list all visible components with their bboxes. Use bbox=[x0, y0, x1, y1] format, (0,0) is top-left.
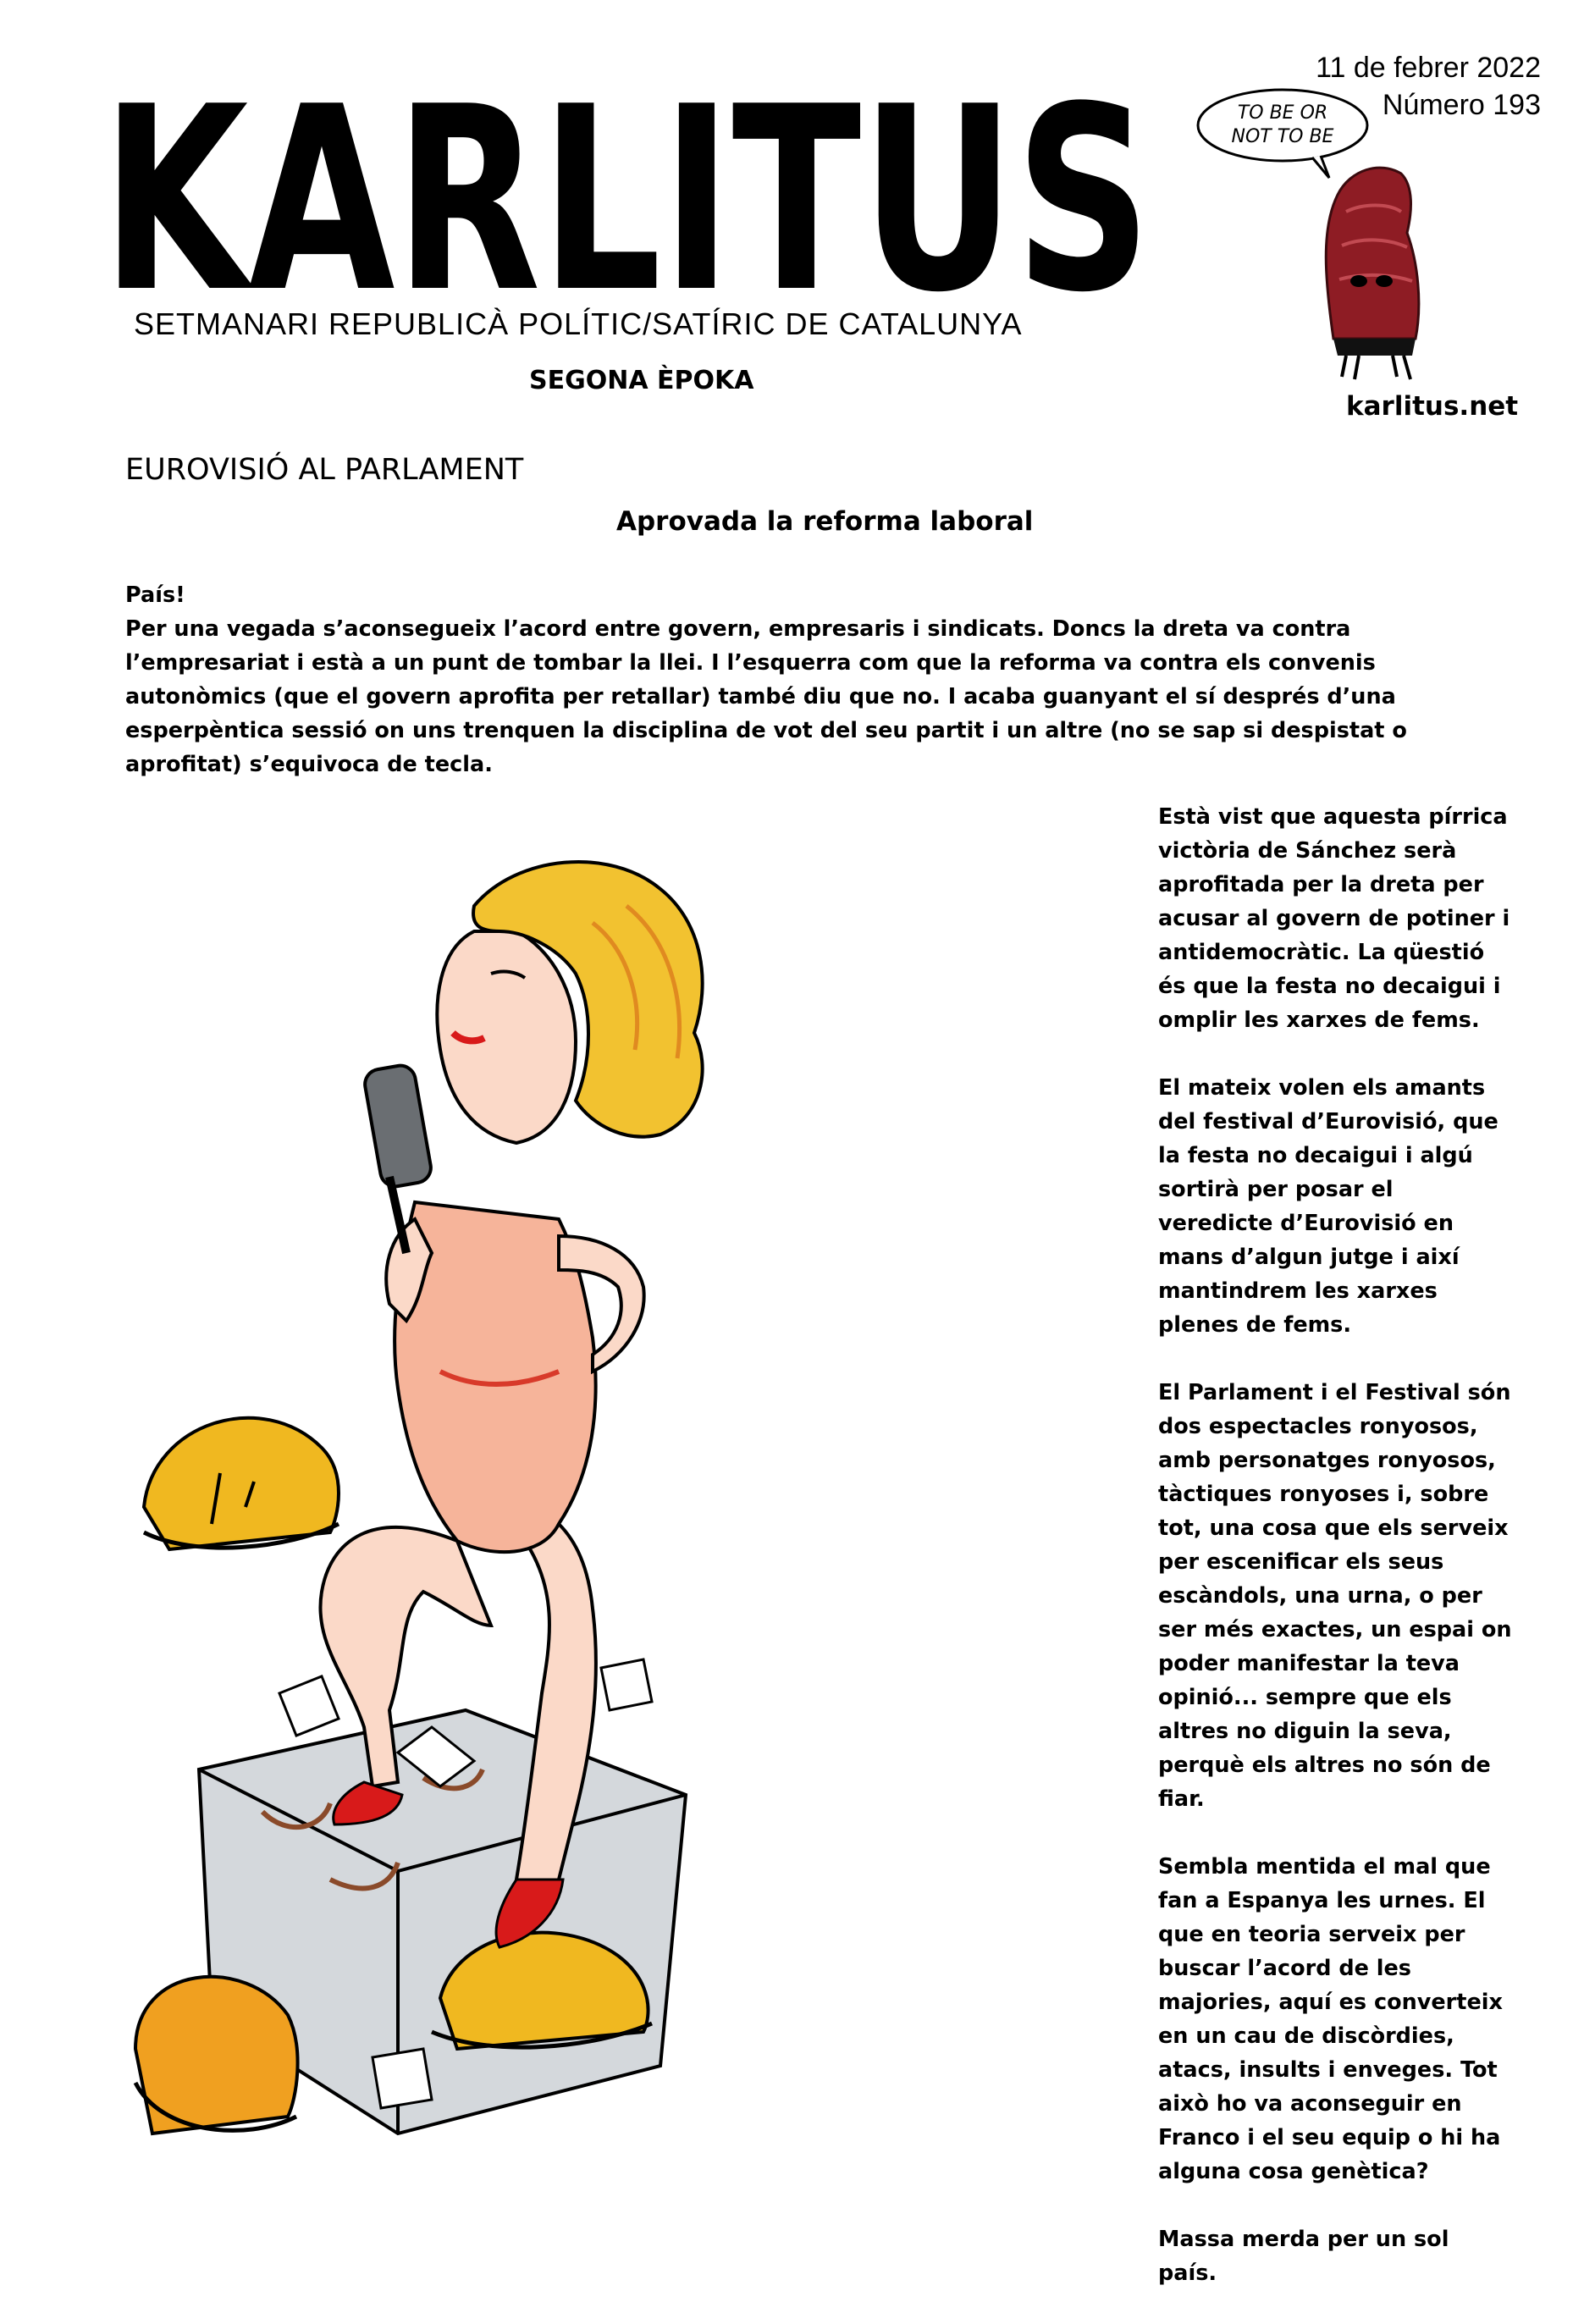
intro-body: Per una vegada s’aconsegueix l’acord entre govern, empresaris i sindicats. Doncs la dreta va contra l’empresariat i està a un punt de tombar la llei. I l’esquerra com que la reforma va contra els convenis autonòmics (que el govern aprofita per retallar) també diu que no. I acaba guanyant el sí després d’una esperpèntica sessió on uns trenquen la disciplina de vot del seu partit i un altre (no se sap si despistat o aprofitat) s’equivoca de tecla. bbox=[125, 616, 1407, 777]
column-paragraph-3: El Parlament i el Festival són dos espectacles ronyosos, amb personatges ronyosos, tàctiques ronyoses i, sobre tot, una cosa que els serveix per escenificar els seus escàndols, una urna, o per ser més exactes, un espai on poder manifestar la teva opinió... sempre que els altres no diguin la seva, perquè els altres no són de fiar. bbox=[1158, 1380, 1512, 1812]
hooded-figure bbox=[1326, 168, 1419, 379]
website-link[interactable]: karlitus.net bbox=[1346, 391, 1519, 422]
intro-lead: País! bbox=[125, 582, 185, 608]
article-intro bbox=[125, 578, 1488, 781]
masthead-epoch: SEGONA ÈPOKA bbox=[529, 366, 754, 395]
article-headline: Aprovada la reforma laboral bbox=[616, 506, 1034, 537]
column-paragraph-1: Està vist que aquesta pírrica victòria de Sánchez serà aprofitada per la dreta per acusar al govern de potiner i antidemocràtic. La qüestió és que la festa no decaigui i omplir les xarxes de fems. bbox=[1158, 804, 1510, 1033]
article-column bbox=[1158, 800, 1514, 2324]
masthead-title bbox=[97, 34, 1156, 313]
hard-hat-top-left bbox=[144, 1418, 339, 1549]
issue-number: Número 193 bbox=[1382, 89, 1541, 121]
speech-line-1: TO BE OR bbox=[1237, 102, 1328, 124]
masthead-title-text: KARLITUS bbox=[102, 52, 1151, 313]
speech-bubble bbox=[1198, 90, 1367, 178]
column-paragraph-2: El mateix volen els amants del festival d’Eurovisió, que la festa no decaigui i algú sortirà per posar el veredicte d’Eurovisió en mans d’algun jutge i així mantindrem les xarxes plenes de fems. bbox=[1158, 1075, 1498, 1338]
masthead-subtitle: SETMANARI REPUBLICÀ POLÍTIC/SATÍRIC DE CATALUNYA bbox=[134, 306, 1023, 341]
hooded-figure-mascot bbox=[1185, 85, 1465, 389]
cartoon-singer-on-ballot-box bbox=[119, 779, 1118, 2184]
column-paragraph-5: Massa merda per un sol país. bbox=[1158, 2227, 1449, 2286]
speech-line-2: NOT TO BE bbox=[1231, 126, 1334, 147]
column-paragraph-4: Sembla mentida el mal que fan a Espanya les urnes. El que en teoria serveix per buscar l’acord de les majories, aquí es converteix en un cau de discòrdies, atacs, insults i enveges. Tot això ho va aconseguir en Franco i el seu equip o hi ha alguna cosa genètica? bbox=[1158, 1854, 1503, 2184]
issue-date: 11 de febrer 2022 bbox=[1316, 52, 1541, 84]
section-title: EUROVISIÓ AL PARLAMENT bbox=[125, 453, 524, 487]
hard-hat-bottom-left bbox=[135, 1977, 298, 2134]
